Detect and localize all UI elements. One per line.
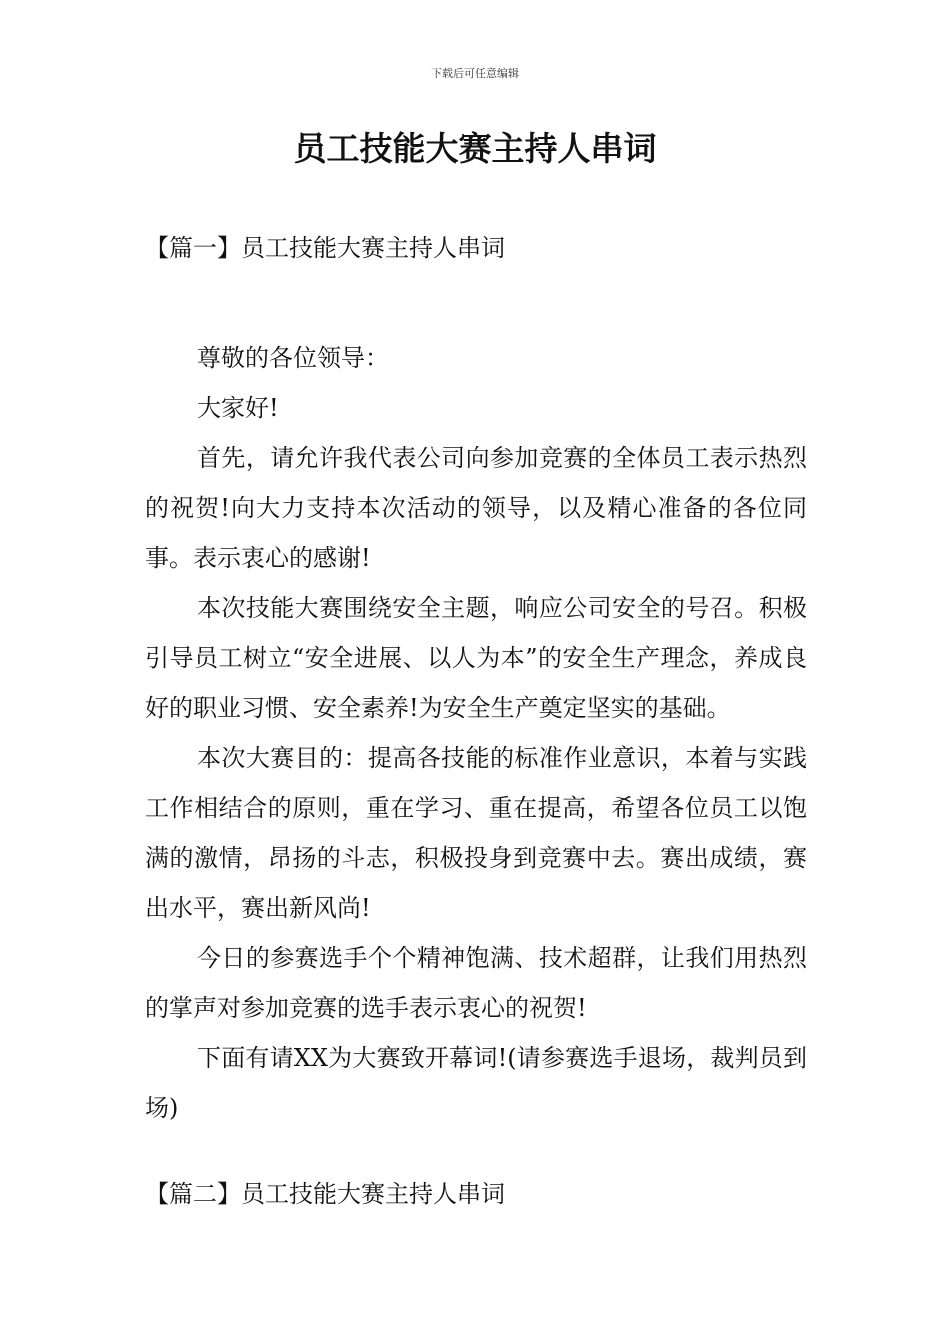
paragraph-thanks: 首先，请允许我代表公司向参加竞赛的全体员工表示热烈的祝贺!向大力支持本次活动的领导，以及精心准备的各位同事。表示衷心的感谢! (145, 444, 807, 572)
paragraph-greeting: 大家好! (197, 394, 279, 422)
section-heading-2: 【篇二】员工技能大赛主持人串词 (145, 1180, 505, 1208)
paragraph-salutation: 尊敬的各位领导： (197, 344, 389, 372)
paragraph-purpose: 本次大赛目的：提高各技能的标准作业意识，本着与实践工作相结合的原则，重在学习、重在提高，希望各位员工以饱满的激情，昂扬的斗志，积极投身到竞赛中去。赛出成绩，赛出水平，赛出新风尚! (145, 744, 807, 922)
document-body (145, 333, 807, 1133)
paragraph-theme: 本次技能大赛围绕安全主题，响应公司安全的号召。积极引导员工树立“安全进展、以人为本”的安全生产理念，养成良好的职业习惯、安全素养!为安全生产奠定坚实的基础。 (145, 594, 807, 722)
document-title: 员工技能大赛主持人串词 (293, 129, 657, 168)
paragraph-opening-speech: 下面有请XX为大赛致开幕词!(请参赛选手退场，裁判员到场) (145, 1044, 807, 1122)
header-note: 下载后可任意编辑 (431, 67, 519, 80)
paragraph-applause: 今日的参赛选手个个精神饱满、技术超群，让我们用热烈的掌声对参加竞赛的选手表示衷心的祝贺! (145, 944, 807, 1022)
section-heading-1: 【篇一】员工技能大赛主持人串词 (145, 234, 505, 262)
